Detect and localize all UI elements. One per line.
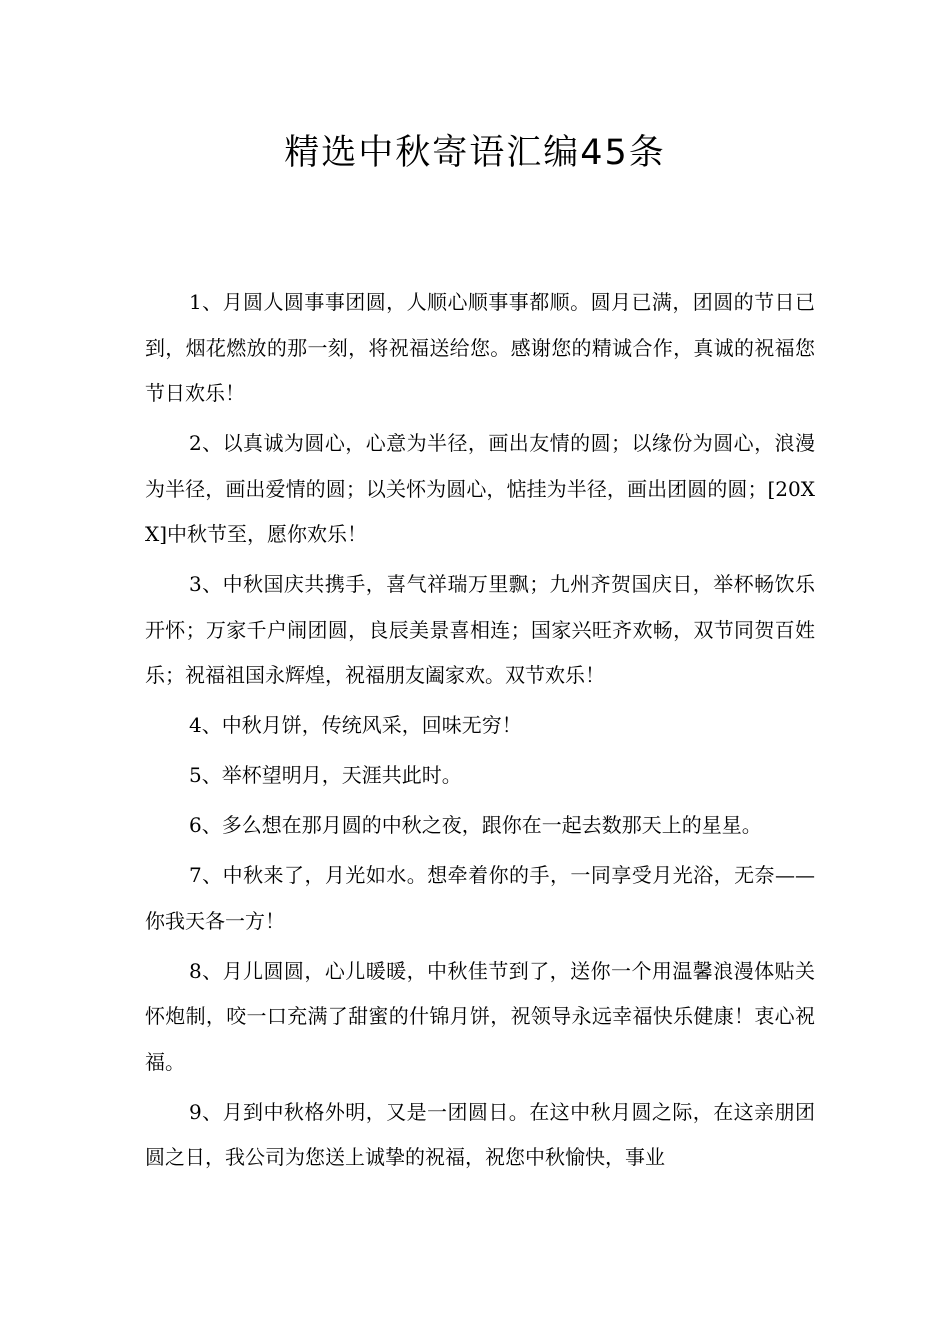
paragraph-9: 9、月到中秋格外明，又是一团圆日。在这中秋月圆之际，在这亲朋团圆之日，我公司为您送上诚挚的祝福，祝您中秋愉快，事业 [145,1099,815,1169]
paragraph-2: 2、以真诚为圆心，心意为半径，画出友情的圆；以缘份为圆心，浪漫为半径，画出爱情的圆；以关怀为圆心，惦挂为半径，画出团圆的圆；[20XX]中秋节至，愿你欢乐！ [145,431,815,546]
paragraph-1: 1、月圆人圆事事团圆，人顺心顺事事都顺。圆月已满，团圆的节日已到，烟花燃放的那一刻，将祝福送给您。感谢您的精诚合作，真诚的祝福您节日欢乐！ [145,290,815,405]
paragraph-3: 3、中秋国庆共携手，喜气祥瑞万里飘；九州齐贺国庆日，举杯畅饮乐开怀；万家千户闹团圆，良辰美景喜相连；国家兴旺齐欢畅，双节同贺百姓乐；祝福祖国永辉煌，祝福朋友阖家欢。双节欢乐！ [145,572,815,687]
paragraph-6: 6、多么想在那月圆的中秋之夜，跟你在一起去数那天上的星星。 [189,813,762,837]
document-body [145,280,815,1185]
paragraph-7: 7、中秋来了，月光如水。想牵着你的手，一同享受月光浴，无奈——你我天各一方！ [145,863,815,933]
document-title: 精选中秋寄语汇编45条 [284,133,666,173]
paragraph-5: 5、举杯望明月，天涯共此时。 [189,763,462,787]
paragraph-4: 4、中秋月饼，传统风采，回味无穷！ [189,713,522,737]
paragraph-8: 8、月儿圆圆，心儿暖暖，中秋佳节到了，送你一个用温馨浪漫体贴关怀炮制，咬一口充满了甜蜜的什锦月饼，祝领导永远幸福快乐健康！衷心祝福。 [145,958,815,1074]
